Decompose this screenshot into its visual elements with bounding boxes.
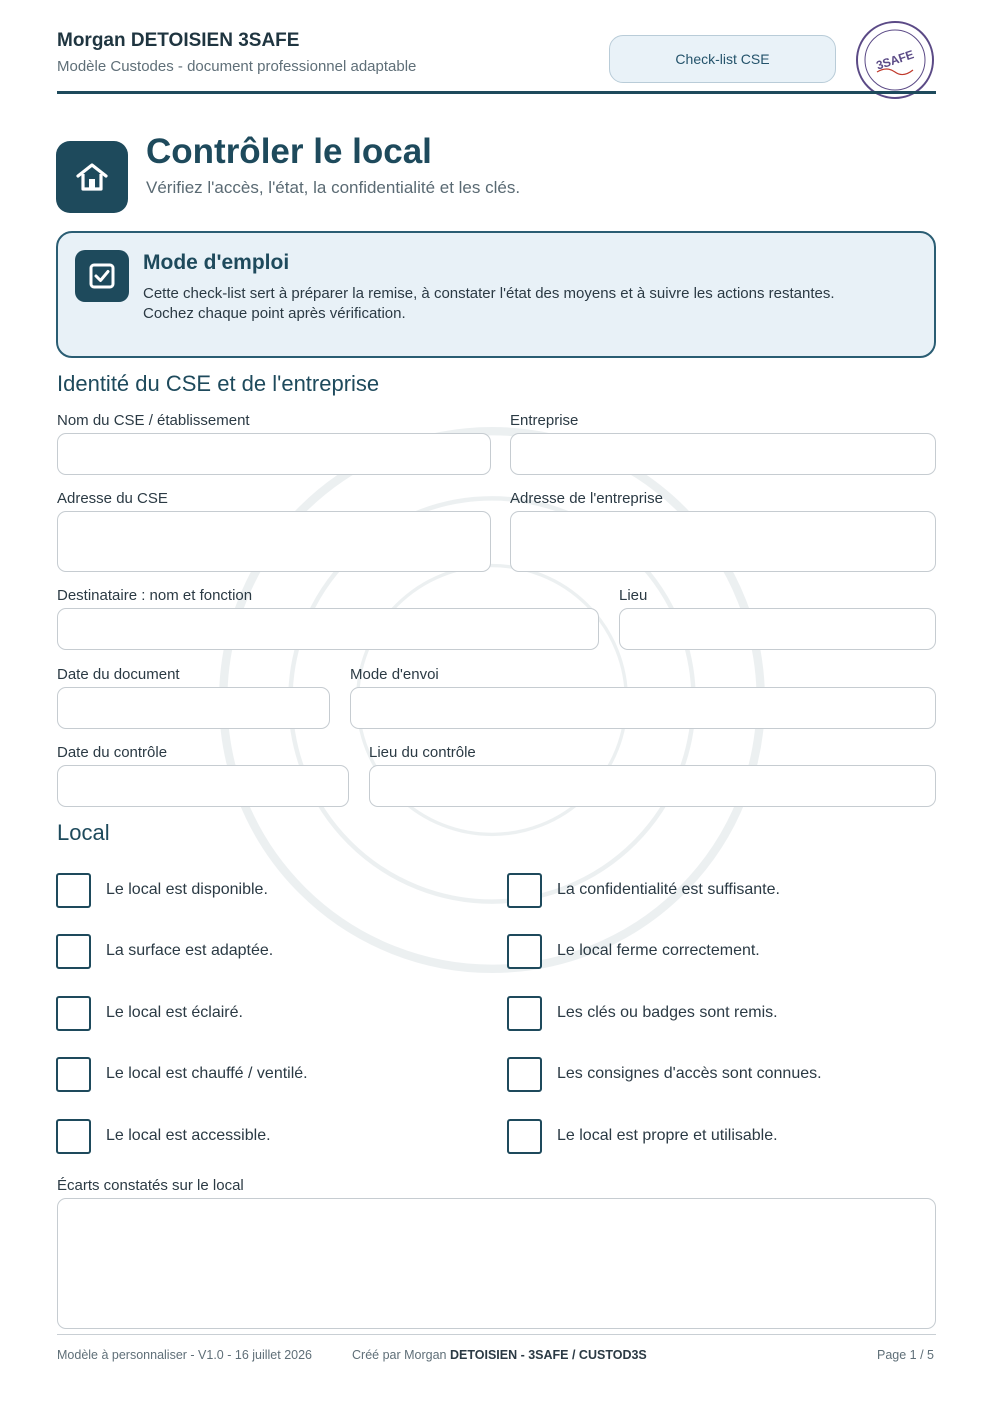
page-subtitle: Vérifiez l'accès, l'état, la confidentialité et les clés. [146,178,521,197]
check-label: Le local est propre et utilisable. [557,1127,778,1144]
checkbox-local-eclaire[interactable] [56,996,91,1031]
field-label-ecarts: Écarts constatés sur le local [57,1177,244,1194]
footer-credit [352,1348,647,1362]
entreprise-input[interactable] [510,433,936,475]
checklist-badge: Check-list CSE [609,35,836,83]
checkbox-local-propre[interactable] [507,1119,542,1154]
date-controle-input[interactable] [57,765,349,807]
field-label-date-document: Date du document [57,666,180,683]
header-divider [57,91,936,94]
field-label-entreprise: Entreprise [510,412,579,429]
instructions-line-1: Cette check-list sert à préparer la remise, à constater l'état des moyens et à suivre les actions restantes. [143,285,835,302]
author-name: Morgan DETOISIEN 3SAFE [57,30,300,51]
mode-envoi-input[interactable] [350,687,936,729]
house-icon [56,141,128,213]
check-label: Le local est accessible. [106,1127,271,1144]
destinataire-input[interactable] [57,608,599,650]
local-section-title: Local [57,820,110,845]
footer-credit-prefix: Créé par Morgan [352,1348,450,1362]
instructions-title: Mode d'emploi [143,251,290,274]
checkbox-confidentialite[interactable] [507,873,542,908]
checkbox-consignes-acces[interactable] [507,1057,542,1092]
checkbox-surface-adaptee[interactable] [56,934,91,969]
field-label-lieu: Lieu [619,587,648,604]
checkbox-local-chauffe[interactable] [56,1057,91,1092]
identity-section-title: Identité du CSE et de l'entreprise [57,371,380,396]
field-label-destinataire: Destinataire : nom et fonction [57,587,253,604]
adresse-cse-input[interactable] [57,511,491,572]
checkbox-cles-badges[interactable] [507,996,542,1031]
nom-cse-input[interactable] [57,433,491,475]
check-label: Le local ferme correctement. [557,942,760,959]
field-label-nom-cse: Nom du CSE / établissement [57,412,250,429]
lieu-input[interactable] [619,608,936,650]
field-label-date-controle: Date du contrôle [57,744,168,761]
adresse-entreprise-input[interactable] [510,511,936,572]
ecarts-textarea[interactable] [57,1198,936,1329]
footer-divider [57,1334,936,1335]
check-label: Les consignes d'accès sont connues. [557,1065,822,1082]
check-label: Le local est disponible. [106,881,268,898]
check-label: Le local est chauffé / ventilé. [106,1065,308,1082]
field-label-adresse-entreprise: Adresse de l'entreprise [510,490,663,507]
check-label: Les clés ou badges sont remis. [557,1004,778,1021]
field-label-mode-envoi: Mode d'envoi [350,666,439,683]
page-title: Contrôler le local [146,132,432,171]
document-subtitle: Modèle Custodes - document professionnel adaptable [57,58,417,75]
checkbox-local-disponible[interactable] [56,873,91,908]
instructions-line-2: Cochez chaque point après vérification. [143,305,406,322]
checkbox-local-ferme[interactable] [507,934,542,969]
lieu-controle-input[interactable] [369,765,936,807]
field-label-adresse-cse: Adresse du CSE [57,490,168,507]
check-label: La confidentialité est suffisante. [557,881,780,898]
page-number: Page 1 / 5 [877,1348,934,1362]
checkbox-local-accessible[interactable] [56,1119,91,1154]
instructions-text [143,284,923,324]
date-document-input[interactable] [57,687,330,729]
check-label: Le local est éclairé. [106,1004,243,1021]
3safe-seal-logo [855,20,935,100]
footer-version: Modèle à personnaliser - V1.0 - 16 juillet 2026 [57,1348,313,1362]
checkbox-icon [75,250,129,302]
footer-credit-bold: DETOISIEN - 3SAFE / CUSTOD3S [449,1348,647,1362]
check-label: La surface est adaptée. [106,942,274,959]
field-label-lieu-controle: Lieu du contrôle [369,744,476,761]
svg-text:3SAFE: 3SAFE [874,47,916,73]
